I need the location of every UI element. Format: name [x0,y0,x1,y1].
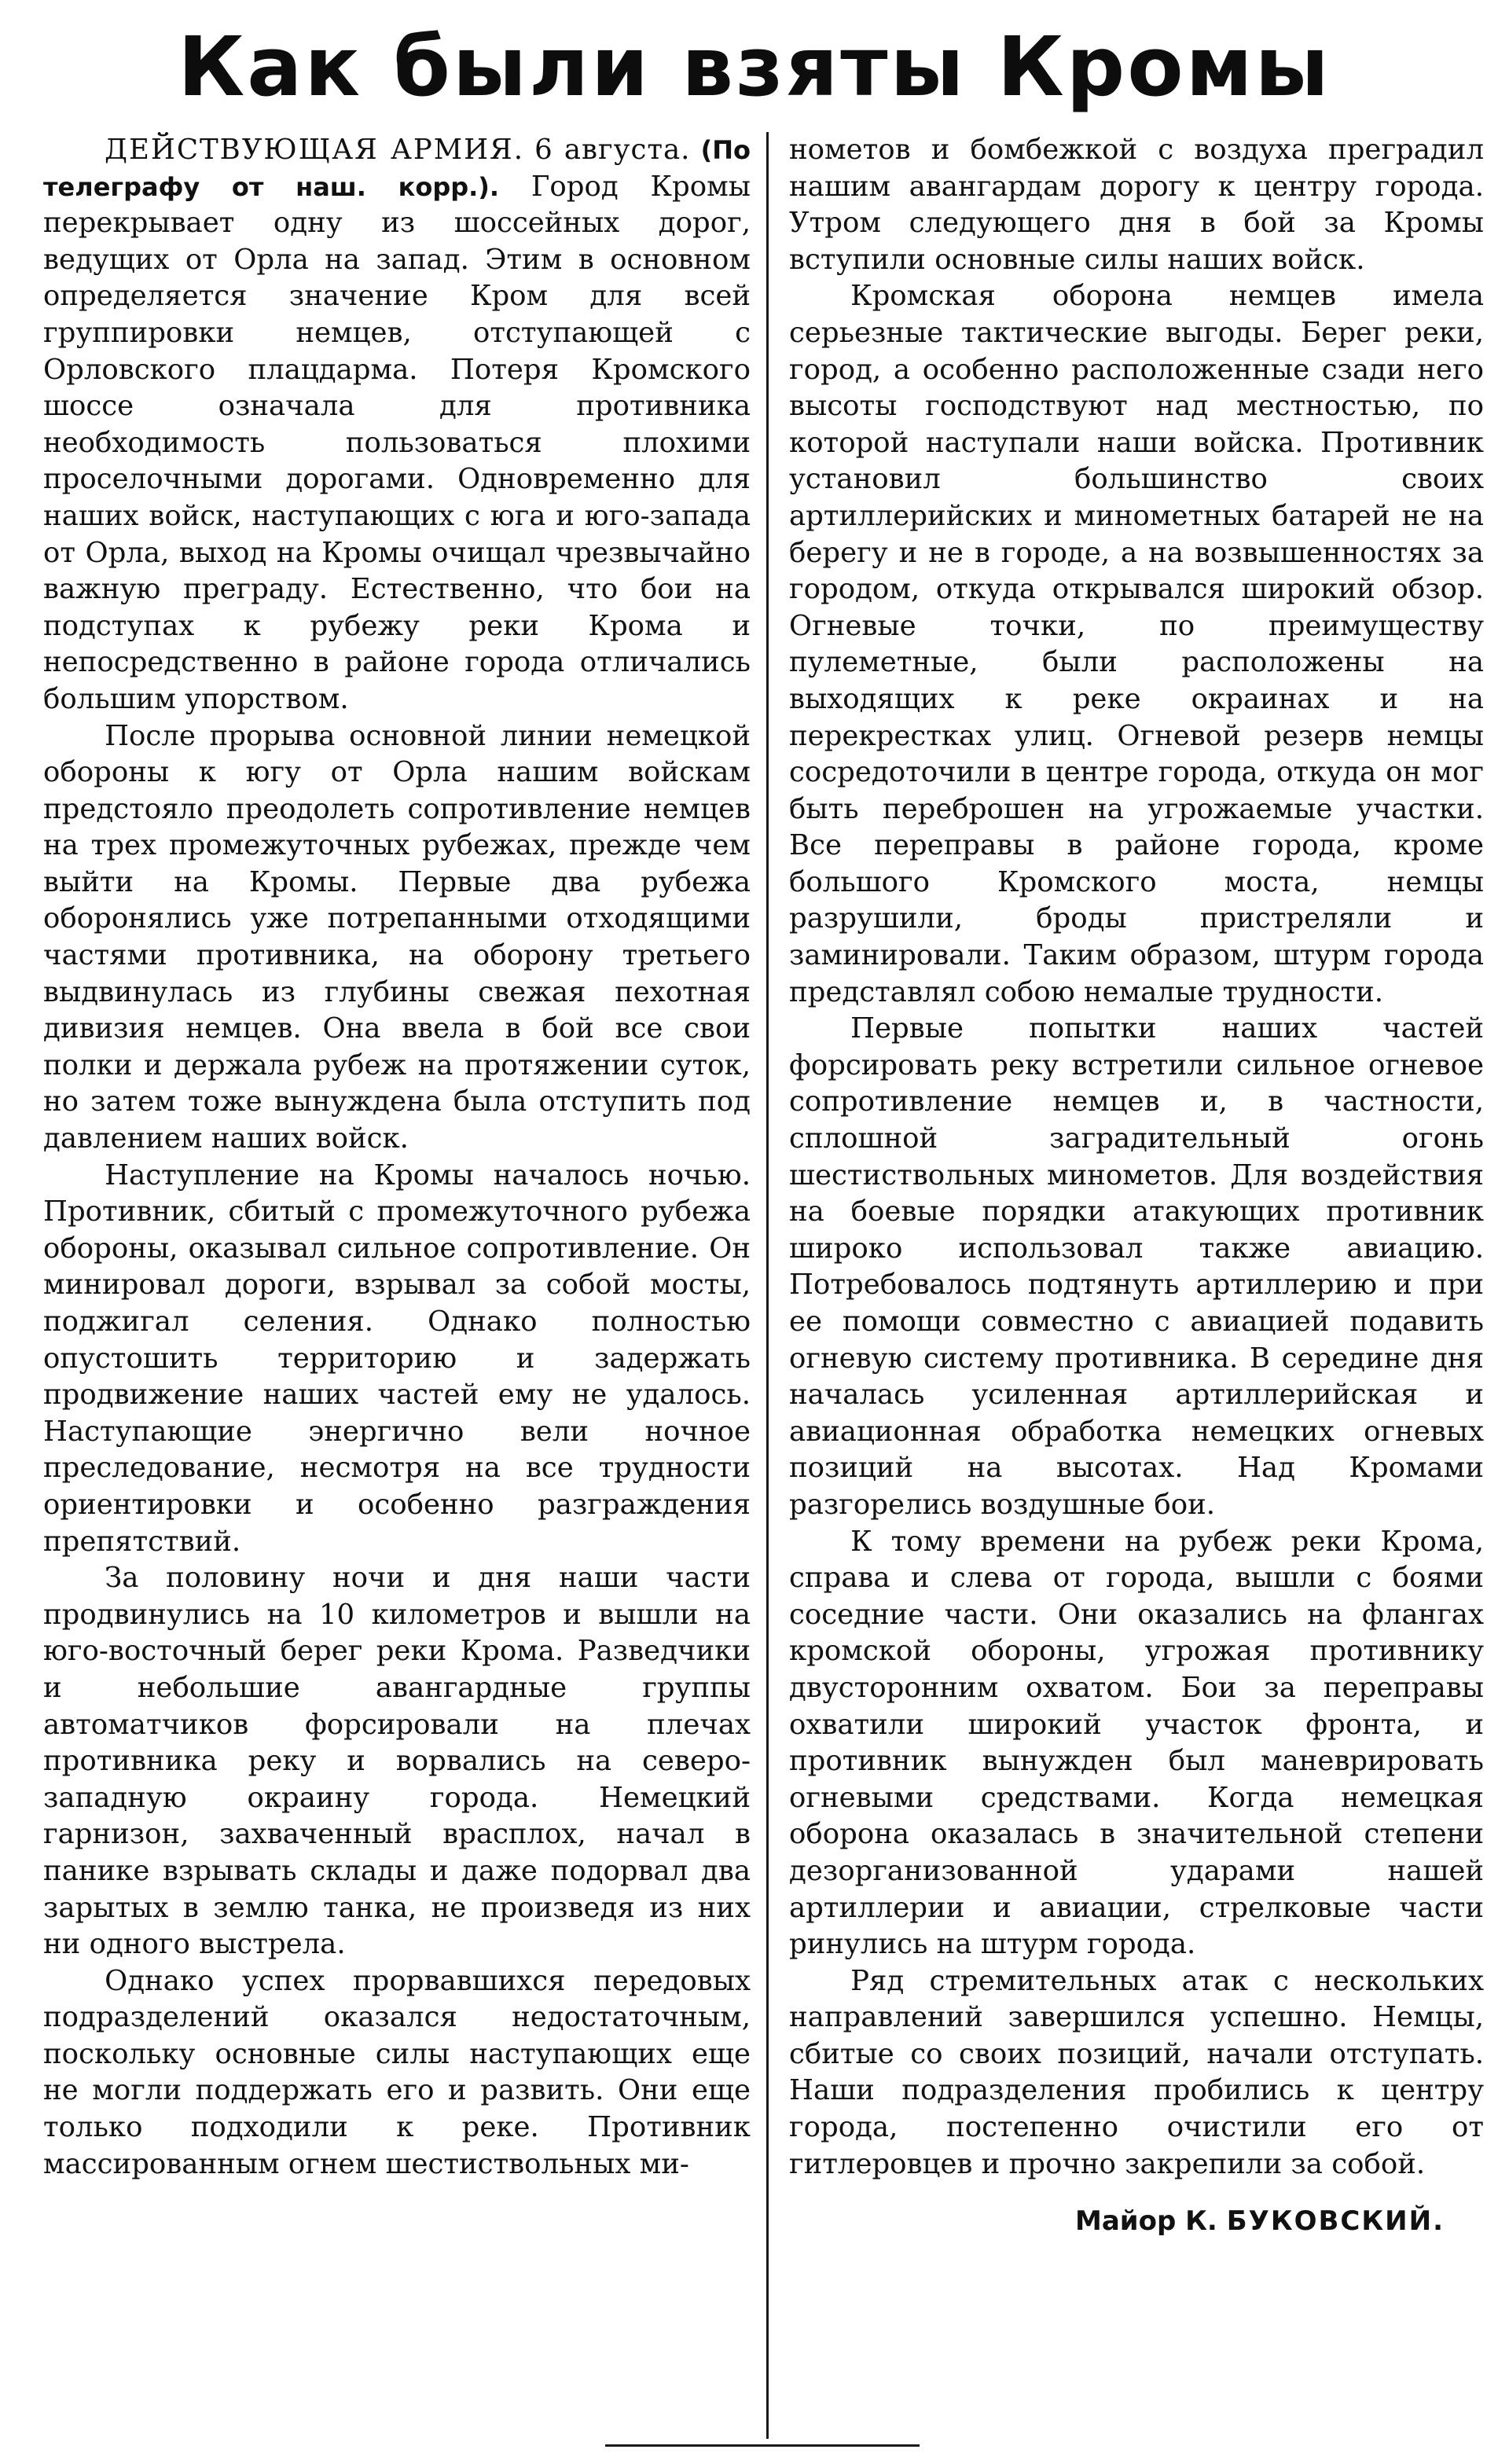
bottom-divider [605,2444,920,2447]
source-note: (По телеграфу от наш. корр.). [43,135,751,202]
byline-name: БУКОВСКИЙ. [1226,2205,1445,2238]
paragraph: Однако успех прорвавшихся передовых подразделений оказался недостаточным, поскольку основные силы наступающих еще не могли поддержать его и развить. Они еще только подходили к реке. Противник массированным огнем шестиствольных ми- [43,1964,751,2180]
dateline-date: 6 августа. [534,134,691,166]
paragraph-text: Город Кромы перекрывает одну из шоссейных дорог, ведущих от Орла на запад. Этим в основном определяется значение Кром для всей группировки немцев, отступающей с Орловского плацдарма. Потеря Кромского шоссе означала для противника необходимость пользоваться плохими проселочными дорогами. Одновременно для наших войск, наступающих с юга и юго-запада от Орла, выход на Кромы очищал чрезвычайно важную преграду. Естественно, что бои на подступах к рубежу реки Крома и непосредственно в районе города отличались большим упорством. [43,170,751,715]
paragraph: Первые попытки наших частей форсировать реку встретили сильное огневое сопротивление немцев и, в частности, сплошной заградительный огонь шестиствольных минометов. Для воздействия на боевые порядки атакующих противник широко использовал также авиацию. Потребовалось подтянуть артиллерию и при ее помощи совместно с авиацией подавить огневую систему противника. В середине дня началась усиленная артиллерийская и авиационная обработка немецких огневых позиций на высотах. Над Кромами разгорелись воздушные бои. [789,1012,1484,1521]
column-divider [766,132,769,2439]
right-column [778,132,1484,2439]
paragraph: К тому времени на рубеж реки Крома, справа и слева от города, вышли с боями соседние части. Они оказались на флангах кромской обороны, угрожая противнику двусторонним охватом. Бои за переправы охватили широкий участок фронта, и противник вынужден был маневрировать огневыми средствами. Когда немецкая оборона оказалась в значительной степени дезорганизованной ударами нашей артиллерии и авиации, стрелковые части ринулись на штурм города. [789,1525,1484,1961]
left-column [43,132,760,2439]
dateline-place: ДЕЙСТВУЮЩАЯ АРМИЯ. [105,134,524,166]
byline [789,2203,1484,2240]
headline: Как были взяты Кромы [178,19,1331,115]
paragraph: Кромская оборона немцев имела серьезные тактические выгоды. Берег реки, город, а особенно расположенные сзади него высоты господствуют над местностью, по которой наступали наши войска. Противник установил большинство своих артиллерийских и минометных батарей не на берегу и не в городе, а на возвышенностях за городом, откуда открывался широкий обзор. Огневые точки, по преимуществу пулеметные, были расположены на выходящих к реке окраинах и на перекрестках улиц. Огневой резерв немцы сосредоточили в центре города, откуда он мог быть переброшен на угрожаемые участки. Все переправы в районе города, кроме большого Кромского моста, немцы разрушили, броды пристреляли и заминировали. Таким образом, штурм города представлял собою немалые трудности. [789,280,1484,1008]
paragraph: За половину ночи и дня наши части продвинулись на 10 километров и вышли на юго-восточный берег реки Крома. Разведчики и небольшие авангардные группы автоматчиков форсировали на плечах противника реку и ворвались на северо-западную окраину города. Немецкий гарнизон, захваченный врасплох, начал в панике взрывать склады и даже подорвал два зарытых в землю танка, не произведя из них ни одного выстрела. [43,1562,751,1961]
paragraph: нометов и бомбежкой с воздуха преградил нашим авангардам дорогу к центру города. Утром следующего дня в бой за Кромы вступили основные силы наших войск. [789,134,1484,276]
byline-rank: Майор К. [1075,2205,1217,2238]
lead-paragraph [43,132,751,718]
paragraph: Наступление на Кромы началось ночью. Противник, сбитый с промежуточного рубежа обороны, оказывал сильное сопротивление. Он минировал дороги, взрывал за собой мосты, поджигал селения. Однако полностью опустошить территорию и задержать продвижение наших частей ему не удалось. Наступающие энергично вели ночное преследование, несмотря на все трудности ориентировки и особенно разграждения препятствий. [43,1159,751,1558]
paragraph: После прорыва основной линии немецкой обороны к югу от Орла нашим войскам предстояло преодолеть сопротивление немцев на трех промежуточных рубежах, прежде чем выйти на Кромы. Первые два рубежа оборонялись уже потрепанными отходящими частями противника, на оборону третьего выдвинулась из глубины свежая пехотная дивизия немцев. Она ввела в бой все свои полки и держала рубеж на протяжении суток, но затем тоже вынуждена была отступить под давлением наших войск. [43,719,751,1155]
paragraph: Ряд стремительных атак с нескольких направлений завершился успешно. Немцы, сбитые со своих позиций, начали отступать. Наши подразделения пробились к центру города, постепенно очистили его от гитлеровцев и прочно закрепили за собой. [789,1964,1484,2180]
